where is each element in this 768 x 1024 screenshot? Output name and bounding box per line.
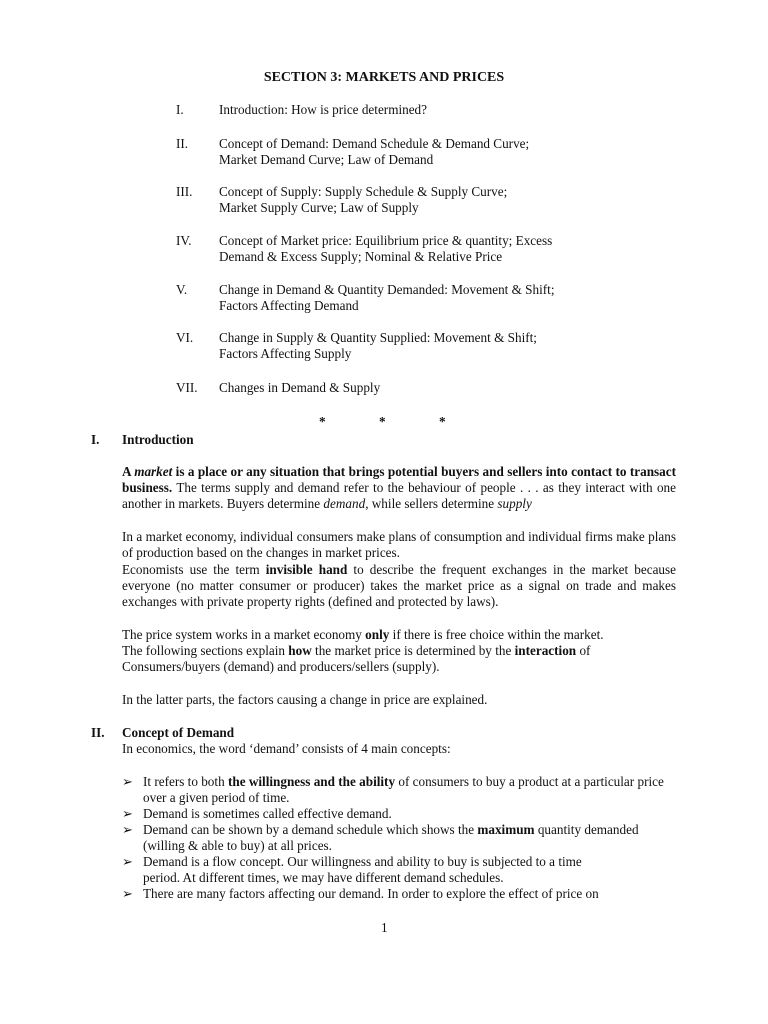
toc-line: Market Supply Curve; Law of Supply	[219, 200, 419, 215]
toc-line: Change in Demand & Quantity Demanded: Movement & Shift;	[219, 282, 555, 297]
text-run: to describe the frequent exchanges in the market because everyone (no matter consumer or producer) takes the market price as a signal on trade and makes exchanges with private property rights (defined and protected by laws).	[122, 562, 676, 609]
sections-explain-line	[122, 643, 590, 659]
text-run: The terms supply and demand refer to the behaviour of people . . . as they interact with one another in markets. Buyers determine	[122, 480, 676, 511]
text-run: The price system works in a market economy	[122, 627, 366, 642]
section-number: I.	[91, 432, 100, 447]
interaction-term: interaction	[514, 643, 577, 658]
toc-line: Market Demand Curve; Law of Demand	[219, 152, 434, 167]
toc-num: III.	[176, 184, 193, 199]
text-line: Demand is a flow concept. Our willingness and ability to buy is subjected to a time	[143, 854, 582, 869]
toc-line: Demand & Excess Supply; Nominal & Relative Price	[219, 249, 503, 264]
text-run: is a place or any situation that brings potential buyers and sellers into contact to transact business.	[122, 464, 676, 495]
separator-star: *	[439, 414, 446, 429]
section-number: II.	[91, 725, 105, 740]
list-item-text	[143, 822, 678, 854]
text-run: quantity demanded (willing & able to buy) at all prices.	[143, 822, 639, 853]
toc-line: Concept of Demand: Demand Schedule & Demand Curve;	[219, 136, 530, 151]
separator-star: *	[319, 414, 326, 429]
toc-num: I.	[176, 102, 184, 117]
toc-num: II.	[176, 136, 189, 151]
list-item-text: Demand is sometimes called effective demand.	[143, 806, 392, 821]
supply-term: supply	[497, 496, 532, 511]
toc-num: V.	[176, 282, 188, 297]
arrow-bullet-icon: ➢	[122, 854, 134, 869]
page-number: 1	[381, 920, 388, 935]
market-economy-paragraph: In a market economy, individual consumers make plans of consumption and individual firms make plans of production based on the changes in market prices.	[122, 529, 676, 560]
list-item-text: There are many factors affecting our demand. In order to explore the effect of price on	[143, 886, 599, 901]
toc-line: Concept of Supply: Supply Schedule & Supply Curve;	[219, 184, 508, 199]
page-title: SECTION 3: MARKETS AND PRICES	[263, 70, 505, 85]
text-run: , while sellers determine	[365, 496, 498, 511]
market-term: market	[134, 464, 173, 479]
text-run: Demand can be shown by a demand schedule which shows the	[143, 822, 478, 837]
arrow-bullet-icon: ➢	[122, 886, 134, 901]
only-term: only	[365, 627, 390, 642]
latter-parts-line: In the latter parts, the factors causing a change in price are explained.	[122, 692, 488, 707]
section-heading: Introduction	[122, 432, 194, 447]
arrow-bullet-icon: ➢	[122, 774, 134, 789]
how-term: how	[288, 643, 312, 658]
arrow-bullet-icon: ➢	[122, 806, 134, 821]
text-run: Economists use the term	[122, 562, 266, 577]
toc-line: Concept of Market price: Equilibrium price & quantity; Excess	[219, 233, 553, 248]
section-heading: Concept of Demand	[122, 725, 235, 740]
toc-line: Introduction: How is price determined?	[219, 102, 428, 117]
separator-star: *	[379, 414, 386, 429]
willingness-term: the willingness and the ability	[227, 774, 396, 789]
demand-term: demand	[323, 496, 366, 511]
toc-line: Changes in Demand & Supply	[219, 380, 381, 395]
toc-num: VII.	[176, 380, 198, 395]
consumers-producers-line: Consumers/buyers (demand) and producers/sellers (supply).	[122, 659, 440, 674]
list-item-text	[143, 854, 678, 886]
arrow-bullet-icon: ➢	[122, 822, 134, 837]
toc-line: Change in Supply & Quantity Supplied: Movement & Shift;	[219, 330, 537, 345]
price-system-line	[122, 627, 604, 643]
list-item-text	[143, 774, 678, 806]
text-run: The following sections explain	[122, 643, 289, 658]
text-run: of	[576, 643, 591, 658]
toc-num: IV.	[176, 233, 192, 248]
market-definition-paragraph	[122, 464, 676, 512]
demand-lead-line: In economics, the word ‘demand’ consists of 4 main concepts:	[122, 741, 451, 756]
text-run: of consumers to buy a product at a particular price over a given period of time.	[143, 774, 664, 805]
invisible-hand-paragraph	[122, 562, 676, 610]
text-run: the market price is determined by the	[311, 643, 515, 658]
invisible-hand-term: invisible hand	[265, 562, 348, 577]
toc-line: Factors Affecting Supply	[219, 346, 352, 361]
text-run: A	[122, 464, 135, 479]
toc-num: VI.	[176, 330, 194, 345]
text-run: It refers to both	[143, 774, 228, 789]
text-line: period. At different times, we may have different demand schedules.	[143, 870, 504, 885]
maximum-term: maximum	[477, 822, 535, 837]
text-run: if there is free choice within the market.	[389, 627, 604, 642]
toc-line: Factors Affecting Demand	[219, 298, 359, 313]
